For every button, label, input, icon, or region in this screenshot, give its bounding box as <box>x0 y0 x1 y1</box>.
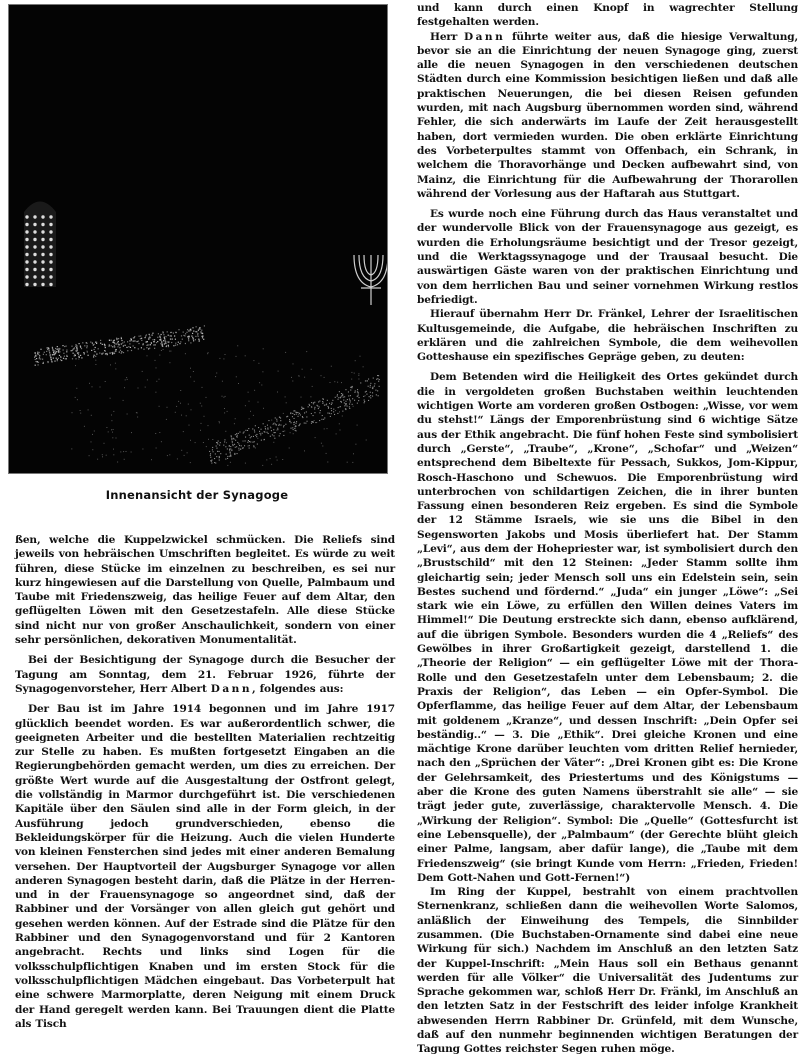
stained-glass-window-icon <box>24 202 56 288</box>
paragraph <box>417 30 798 202</box>
paragraph-text: , folgendes aus: <box>252 682 344 695</box>
paragraph: Im Ring der Kuppel, bestrahlt von einem prachtvollen Sternenkranz, schließen dann die weihevollen Worte Salomos, anläßlich der Einweihung des Tempels, die Sinnbilder zusammen. (Die Buchstaben-Ornamente sind dabei eine neue Wirkung für sich.) Nachdem im Anschluß an den letzten Satz der Kuppel-Inschrift: „Mein Haus soll ein Bethaus genannt werden für alle Völker“ die Universalität des Judentums zur Sprache gekommen war, schloß Herr Dr. Fränkl, im Anschluß an den letzten Satz in der Festschrift des leider infolge Krankheit abwesenden Herrn Rabbiner Dr. Grünfeld, mit dem Wunsche, daß auf den nunmehr beginnenden wichtigen Beratungen der Tagung Gottes reichster Segen ruhen möge. <box>417 886 798 1056</box>
paragraph-text: Herr <box>430 30 464 43</box>
photo-image <box>9 5 387 473</box>
paragraph-text: führte weiter aus, daß die hiesige Verwaltung, bevor sie an die Einrichtung der neuen Synagoge ging, zuerst alle die neuen Synagogen in den verschiedenen deutschen Städten durch eine Kommission besichtigen ließen und daß alle praktischen Neuerungen, die bei diesen Reisen gefunden wurden, mit nach Augsburg übernommen worden sind, während Fehler, die sich anderwärts im Laufe der Zeit herausgestellt haben, dort vermieden wurden. Die oben erklärte Einrichtung des Vorbeterpultes stammt von Offenbach, ein Schrank, in welchem die Thoravorhänge und Decken aufbewahrt sind, von Mainz, die Einrichtung für die Aufbewahrung der Thorarollen während der Vorlesung aus der Haftarah aus Stuttgart. <box>417 30 798 200</box>
figure-caption: Innenansicht der Synagoge <box>105 488 289 502</box>
paragraph: Der Bau ist im Jahre 1914 begonnen und im Jahre 1917 glücklich beendet worden. Es war außerordentlich schwer, die geeigneten Arbeiter und die bestellten Materialien rechtzeitig zur Stelle zu haben. Es mußten fortgesetzt Eingaben an die Regierungbehörden gemacht werden, um dies zu erreichen. Der größte Wert wurde auf die Ausgestaltung der Ostfront gelegt, die vollständig in Marmor durchgeführt ist. Die verschiedenen Kapitäle über den Säulen sind alle in der Form gleich, in der Ausführung jedoch grundverschieden, ebenso die Bekleidungskörper für die Heizung. Auch die vielen Hunderte von kleinen Fensterchen sind jedes mit einer anderen Bemalung versehen. Der Hauptvorteil der Augsburger Synagoge vor allen anderen Synagogen besteht darin, daß die Plätze in der Herren- und in der Frauensynagoge so angeordnet sind, daß der Rabbiner und der Vorsänger von allen gleich gut gehört und gesehen werden können. Auf der Estrade sind die Plätze für den Rabbiner und den Synagogenvorstand und für 2 Kantoren angebracht. Rechts und links sind Logen für die volksschulpflichtigen Knaben und im ersten Stock für die volksschulpflichtigen Mädchen eingebaut. Das Vorbeterpult hat eine schwere Marmorplatte, deren Neigung mit einem Druck der Hand geregelt werden kann. Bei Trauungen dient die Platte als Tisch <box>15 703 395 1030</box>
paragraph-text: Bei der Besichtigung der Synagoge durch die Besucher der Tagung am Sonntag, dem 21. Februar 1926, führte der Synagogenvorsteher, Herr Albert <box>15 654 395 695</box>
person-name: Dann <box>463 30 506 43</box>
paragraph: Es wurde noch eine Führung durch das Haus veranstaltet und der wundervolle Blick von der Frauensynagoge aus gezeigt, es wurden die Erholungsräume besichtigt und der Tresor gezeigt, und die Werktagssynagoge und der Trausaal besucht. Die auswärtigen Gäste waren von der praktischen Einrichtung und von dem herrlichen Bau und seiner vornehmen Wirkung restlos befriedigt. <box>417 208 798 306</box>
paragraph <box>15 653 395 696</box>
paragraph: und kann durch einen Knopf in wagrechter Stellung festgehalten werden. <box>417 2 798 29</box>
person-name: Dann <box>210 682 253 695</box>
paragraph: Hierauf übernahm Herr Dr. Fränkel, Lehrer der Israelitischen Kultusgemeinde, die Aufgabe, die hebräischen Inschriften zu erklären und die zahlreichen Symbole, die dem weihevollen Gotteshause ein spezifisches Gepräge geben, zu deuten: <box>417 308 798 364</box>
photo-synagogue-interior <box>8 4 388 474</box>
paragraph: ßen, welche die Kuppelzwickel schmücken. Die Reliefs sind jeweils von hebräischen Umschriften begleitet. Es würde zu weit führen, diese Stücke im einzelnen zu beschreiben, es sei nur kurz hingewiesen auf die Darstellung von Quelle, Palmbaum und Taube mit Friedenszweig, das heilige Feuer auf dem Altar, den geflügelten Löwen mit den Gesetzestafeln. Alle diese Stücke sind nicht nur von großer Anschaulichkeit, sondern von einer sehr persönlichen, dekorativen Monumentalität. <box>15 534 395 647</box>
left-column-text <box>15 533 395 1031</box>
right-column-text <box>417 1 798 1057</box>
paragraph: Dem Betenden wird die Heiligkeit des Ortes gekündet durch die in vergoldeten großen Buchstaben weithin leuchtenden wichtigen Worte am vorderen großen Ostbogen: „Wisse, vor wem du stehst!“ Längs der Emporenbrüstung sind 6 wichtige Sätze aus der Ethik angebracht. Die fünf hohen Feste sind symbolisiert durch „Gerste“, „Traube“, „Krone“, „Schofar“ und „Weizen“ entsprechend dem Bibeltexte für Pessach, Sukkos, Jom-Kippur, Rosch-Haschono und Schewuos. Die Emporenbrüstung wird unterbrochen von schildartigen Zeichen, die in ihrer bunten Fassung einen besonderen Reiz ergeben. Es sind die Symbole der 12 Stämme Israels, wie sie uns die Bibel in den Segensworten Jakobs und Mosis überliefert hat. Der Stamm „Levi“, aus dem der Hohepriester war, ist symbolisiert durch den „Brustschild“ mit den 12 Steinen: „Jeder Stamm sollte ihm gleichartig sein; jeder Mensch soll uns ein Edelstein sein, sein Bestes suchend und fördernd.“ „Juda“ ein junger „Löwe“: „Sei stark wie ein Löwe, zu erfüllen den Willen deines Vaters im Himmel!“ Die Deutung erstreckte sich dann, ebenso aufklärend, auf die übrigen Symbole. Besonders wurden die 4 „Reliefs“ des Gewölbes in ihrer Großartigkeit gezeigt, darstellend 1. die „Theorie der Religion“ — ein geflügelter Löwe mit der Thora-Rolle und den Gesetzestafeln unter dem Lebensbaum; 2. die Praxis der Religion“, das Leben — ein Opfer-Symbol. Die Opferflamme, das heilige Feuer auf dem Altar, der Lebensbaum mit goldenem „Kranze“, und dessen Inschrift: „Dein Opfer sei beständig..“ — 3. Die „Ethik“. Drei gleiche Kronen und eine mächtige Krone darüber leuchten vom dritten Relief hernieder, nach den „Sprüchen der Väter“: „Drei Kronen gibt es: Die Krone der Gelehrsamkeit, des Priestertums und des Königstums — aber die Krone des guten Namens überstrahlt sie alle“ — sie trägt jeder gute, zuverlässige, charaktervolle Mensch. 4. Die „Wirkung der Religion“. Symbol: Die „Quelle“ (Gottesfurcht ist eine Lebensquelle), der „Palmbaum“ (der Gerechte blüht gleich einer Palme, langsam, aber dafür lange), die „Taube mit dem Friedenszweig“ (sie bringt Kunde vom Herrn: „Frieden, Frieden! Dem Gott-Nahen und Gott-Fernen!“) <box>417 371 798 884</box>
